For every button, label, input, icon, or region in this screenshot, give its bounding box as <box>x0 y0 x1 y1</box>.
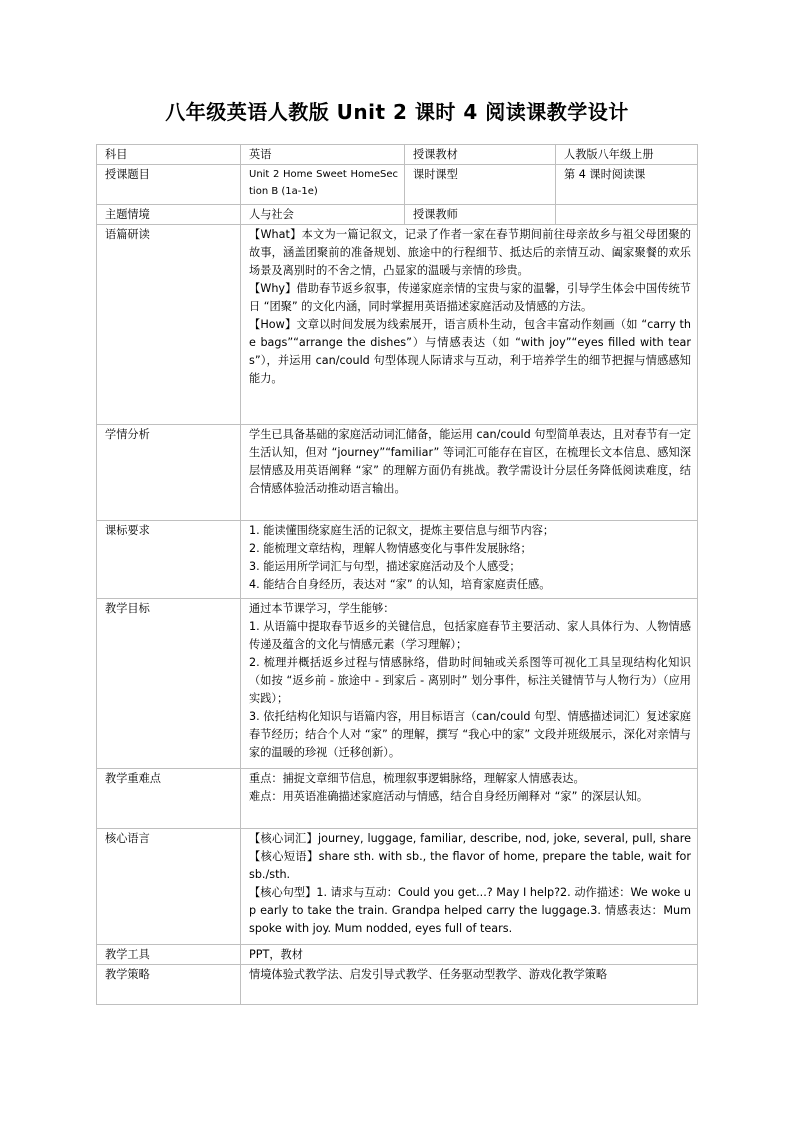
label-cell: 教学工具 <box>97 945 241 965</box>
difficult-point: 难点：用英语准确描述家庭活动与情感，结合自身经历阐释对 “家” 的深层认知。 <box>249 790 649 803</box>
label-cell: 授课题目 <box>97 165 241 205</box>
core-vocabulary: 【核心词汇】journey, luggage, familiar, describe, nod, joke, several, pull, share【核心短语】share sth. with sb., the flavor of home, prepare the table, wait for sb./sth. <box>249 832 691 881</box>
value-cell: Unit 2 Home Sweet HomeSection B (1a-1e) <box>241 165 405 205</box>
table-row <box>97 829 698 945</box>
label-cell: 课时课型 <box>405 165 556 205</box>
content-cell <box>241 521 698 599</box>
value-cell: 第 4 课时阅读课 <box>556 165 698 205</box>
table-row <box>97 945 698 965</box>
page-title: 八年级英语人教版 Unit 2 课时 4 阅读课教学设计 <box>165 100 629 124</box>
table-row <box>97 165 698 205</box>
list-item: 2. 能梳理文章结构，理解人物情感变化与事件发展脉络； <box>249 542 532 555</box>
core-sentences: 【核心句型】1. 请求与互动：Could you get...? May I help?2. 动作描述：We woke up early to take the train. Grandpa helped carry the luggage.3. 情感表达：Mum spoke with joy. Mum nodded, eyes full of tears. <box>249 886 691 935</box>
list-item: 3. 依托结构化知识与语篇内容，用目标语言（can/could 句型、情感描述词汇）复述家庭春节经历；结合个人对 “家” 的理解，撰写 “我心中的家” 文段并班级展示，深化对亲情与家的温暖的珍视（迁移创新）。 <box>249 710 691 759</box>
content-cell: 学生已具备基础的家庭活动词汇储备，能运用 can/could 句型简单表达，且对春节有一定生活认知，但对 “journey”“familiar” 等词汇可能存在盲区，在梳理长文本信息、感知深层情感及用英语阐释 “家” 的理解方面仍有挑战。教学需设计分层任务降低阅读难度，结合情感体验活动推动语言输出。 <box>241 425 698 521</box>
label-cell: 课标要求 <box>97 521 241 599</box>
table-row <box>97 965 698 1005</box>
value-cell: 人教版八年级上册 <box>556 145 698 165</box>
lesson-plan-table <box>96 144 698 1005</box>
table-row <box>97 599 698 769</box>
key-point: 重点：捕捉文章细节信息，梳理叙事逻辑脉络，理解家人情感表达。 <box>249 772 585 785</box>
label-cell: 主题情境 <box>97 205 241 225</box>
label-cell: 核心语言 <box>97 829 241 945</box>
label-cell: 科目 <box>97 145 241 165</box>
label-cell: 授课教材 <box>405 145 556 165</box>
table-row <box>97 205 698 225</box>
why-paragraph: 【Why】借助春节返乡叙事，传递家庭亲情的宝贵与家的温馨，引导学生体会中国传统节日 “团聚” 的文化内涵，同时掌握用英语描述家庭活动及情感的方法。 <box>249 282 691 313</box>
list-item: 2. 梳理并概括返乡过程与情感脉络，借助时间轴或关系图等可视化工具呈现结构化知识（如按 “返乡前 - 旅途中 - 到家后 - 离别时” 划分事件，标注关键情节与人物行为）（应用实践）； <box>249 656 691 705</box>
table-row <box>97 145 698 165</box>
content-cell: 情境体验式教学法、启发引导式教学、任务驱动型教学、游戏化教学策略 <box>241 965 698 1005</box>
content-cell <box>241 599 698 769</box>
what-paragraph: 【What】本文为一篇记叙文，记录了作者一家在春节期间前往母亲故乡与祖父母团聚的故事，涵盖团聚前的准备规划、旅途中的行程细节、抵达后的亲情互动、阖家聚餐的欢乐场景及离别时的不舍之情，凸显家的温暖与亲情的珍贵。 <box>249 228 691 277</box>
label-cell: 语篇研读 <box>97 225 241 425</box>
list-item: 1. 能读懂围绕家庭生活的记叙文，提炼主要信息与细节内容； <box>249 524 555 537</box>
label-cell: 授课教师 <box>405 205 556 225</box>
label-cell: 教学重难点 <box>97 769 241 829</box>
list-item: 1. 从语篇中提取春节返乡的关键信息，包括家庭春节主要活动、家人具体行为、人物情感传递及蕴含的文化与情感元素（学习理解）； <box>249 620 691 651</box>
table-row <box>97 425 698 521</box>
table-row <box>97 521 698 599</box>
table-row <box>97 769 698 829</box>
list-item: 3. 能运用所学词汇与句型，描述家庭活动及个人感受； <box>249 560 521 573</box>
value-cell <box>556 205 698 225</box>
content-cell: PPT，教材 <box>241 945 698 965</box>
value-cell: 人与社会 <box>241 205 405 225</box>
content-cell <box>241 829 698 945</box>
value-cell: 英语 <box>241 145 405 165</box>
list-item: 4. 能结合自身经历，表达对 “家” 的认知，培育家庭责任感。 <box>249 578 551 591</box>
label-cell: 教学目标 <box>97 599 241 769</box>
objectives-intro: 通过本节课学习，学生能够： <box>249 602 395 615</box>
content-cell <box>241 225 698 425</box>
label-cell: 学情分析 <box>97 425 241 521</box>
label-cell: 教学策略 <box>97 965 241 1005</box>
how-paragraph: 【How】文章以时间发展为线索展开，语言质朴生动，包含丰富动作刻画（如 “carry the bags”“arrange the dishes”）与情感表达（如 “with joy”“eyes filled with tears”），并运用 can/could 句型体现人际请求与互动，利于培养学生的细节把握与情感感知能力。 <box>249 318 691 385</box>
content-cell <box>241 769 698 829</box>
table-row <box>97 225 698 425</box>
